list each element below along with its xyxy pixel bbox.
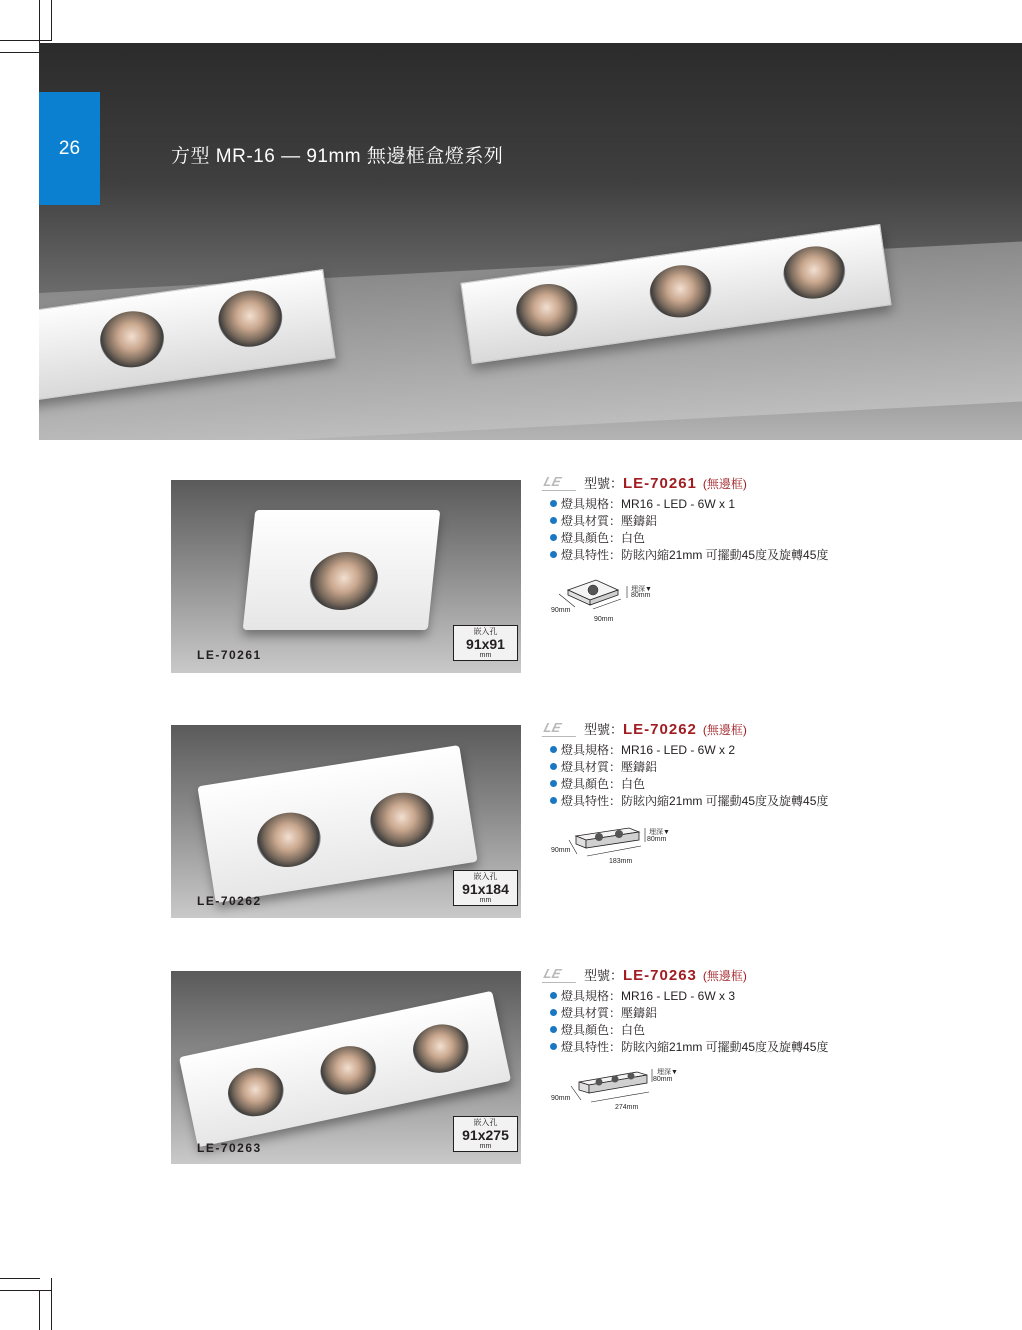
model-note: (無邊框) <box>702 477 747 491</box>
spec-text: 燈具規格：MR16 - LED - 6W x 3 <box>561 989 736 1003</box>
spec-text: 燈具顏色：白色 <box>561 531 646 545</box>
dimension-drawing <box>541 822 681 872</box>
brand-logo: LE <box>542 720 581 737</box>
fixture-lamp <box>316 1041 381 1100</box>
crop-mark-bottom-left-h2 <box>0 1290 52 1291</box>
fixture-lamp <box>408 1019 473 1078</box>
bullet-icon <box>550 534 557 541</box>
fixture-lamp <box>366 788 438 851</box>
spec-block <box>541 476 871 636</box>
hero-lamp <box>97 307 168 371</box>
cutout-label: 嵌入孔 <box>473 872 498 881</box>
page-number-tab <box>39 92 100 205</box>
crop-mark-bottom-left-v <box>39 1290 40 1330</box>
bullet-icon <box>550 763 557 770</box>
spec-line <box>550 495 735 512</box>
product-photo <box>171 971 521 1164</box>
depth-value: 90mm <box>551 847 571 854</box>
bullet-icon <box>550 517 557 524</box>
cutout-size-box <box>453 1116 518 1152</box>
spec-line <box>550 529 645 546</box>
depth-value: 90mm <box>551 607 571 614</box>
model-number: LE-70262 <box>623 721 697 738</box>
model-label: 型號： <box>584 722 624 737</box>
crop-mark-bottom-left-v2 <box>51 1278 52 1330</box>
height-label: 埋深▼ <box>631 586 652 593</box>
cutout-label: 嵌入孔 <box>473 1118 498 1127</box>
dimension-drawing <box>541 576 681 626</box>
cutout-unit: mm <box>479 652 492 659</box>
height-label: 埋深▼ <box>649 829 670 836</box>
spec-header <box>584 965 747 985</box>
cutout-unit: mm <box>479 897 492 904</box>
bullet-icon <box>550 746 557 753</box>
spec-text: 燈具顏色：白色 <box>561 1023 646 1037</box>
spec-text: 燈具特性：防眩內縮21mm 可擺動45度及旋轉45度 <box>561 1040 829 1054</box>
page-title: 方型 MR-16 — 91mm 無邊框盒燈系列 <box>171 146 504 167</box>
fixture-lamp <box>307 552 381 610</box>
page-number: 26 <box>58 138 81 159</box>
spec-header <box>584 719 747 739</box>
spec-text: 燈具規格：MR16 - LED - 6W x 1 <box>561 497 736 511</box>
height-value: 80mm <box>653 1076 673 1083</box>
height-label: 埋深▼ <box>657 1069 678 1076</box>
spec-text: 燈具特性：防眩內縮21mm 可擺動45度及旋轉45度 <box>561 794 829 808</box>
cutout-size-box <box>453 870 518 906</box>
spec-line <box>550 792 828 809</box>
brand-logo: LE <box>542 966 581 983</box>
photo-model-code: LE-70262 <box>197 894 262 908</box>
bullet-icon <box>550 500 557 507</box>
model-label: 型號： <box>584 476 624 491</box>
model-number: LE-70263 <box>623 967 697 984</box>
bullet-icon <box>550 1043 557 1050</box>
spec-line <box>550 758 657 775</box>
spec-line <box>550 775 645 792</box>
fixture-lamp <box>223 1063 288 1122</box>
hero-lamp <box>780 242 849 302</box>
width-value: 183mm <box>609 858 633 865</box>
crop-mark-top-left-v2 <box>51 0 52 40</box>
bullet-icon <box>550 1009 557 1016</box>
spec-text: 燈具材質：壓鑄鋁 <box>561 760 658 774</box>
bullet-icon <box>550 797 557 804</box>
model-note: (無邊框) <box>702 969 747 983</box>
spec-line <box>550 546 828 563</box>
spec-text: 燈具規格：MR16 - LED - 6W x 2 <box>561 743 736 757</box>
hero-banner <box>39 43 1022 440</box>
hero-lamp <box>646 261 715 321</box>
cutout-size: 91x184 <box>462 881 509 897</box>
fixture-lamp <box>253 808 325 871</box>
crop-mark-bottom-left-h <box>0 1278 40 1279</box>
hero-lamp <box>215 286 286 350</box>
photo-model-code: LE-70261 <box>197 648 262 662</box>
crop-mark-top-left-h2 <box>0 52 40 53</box>
cutout-size-box <box>453 625 518 661</box>
height-value: 80mm <box>631 592 651 599</box>
spec-line <box>550 512 657 529</box>
depth-value: 90mm <box>551 1095 571 1102</box>
model-label: 型號： <box>584 968 624 983</box>
spec-line <box>550 1038 828 1055</box>
cutout-unit: mm <box>479 1143 492 1150</box>
spec-line <box>550 1004 657 1021</box>
bullet-icon <box>550 780 557 787</box>
spec-header <box>584 473 747 493</box>
photo-model-code: LE-70263 <box>197 1141 262 1155</box>
product-photo <box>171 725 521 918</box>
spec-block <box>541 722 871 882</box>
bullet-icon <box>550 551 557 558</box>
cutout-size: 91x91 <box>466 636 505 652</box>
model-number: LE-70261 <box>623 475 697 492</box>
spec-text: 燈具材質：壓鑄鋁 <box>561 514 658 528</box>
brand-logo: LE <box>542 474 581 491</box>
spec-line <box>550 987 735 1004</box>
fixture-box <box>243 510 441 630</box>
spec-text: 燈具特性：防眩內縮21mm 可擺動45度及旋轉45度 <box>561 548 829 562</box>
spec-text: 燈具材質：壓鑄鋁 <box>561 1006 658 1020</box>
height-value: 80mm <box>647 836 667 843</box>
cutout-label: 嵌入孔 <box>473 627 498 636</box>
spec-text: 燈具顏色：白色 <box>561 777 646 791</box>
fixture-box <box>197 745 477 903</box>
model-note: (無邊框) <box>702 723 747 737</box>
spec-block <box>541 968 871 1128</box>
width-value: 90mm <box>594 616 614 623</box>
crop-mark-top-left-h <box>0 40 52 41</box>
bullet-icon <box>550 992 557 999</box>
product-photo <box>171 480 521 673</box>
dimension-drawing <box>541 1066 681 1116</box>
hero-lamp <box>513 280 582 340</box>
spec-line <box>550 741 735 758</box>
cutout-size: 91x275 <box>462 1127 509 1143</box>
spec-line <box>550 1021 645 1038</box>
width-value: 274mm <box>615 1104 639 1111</box>
bullet-icon <box>550 1026 557 1033</box>
